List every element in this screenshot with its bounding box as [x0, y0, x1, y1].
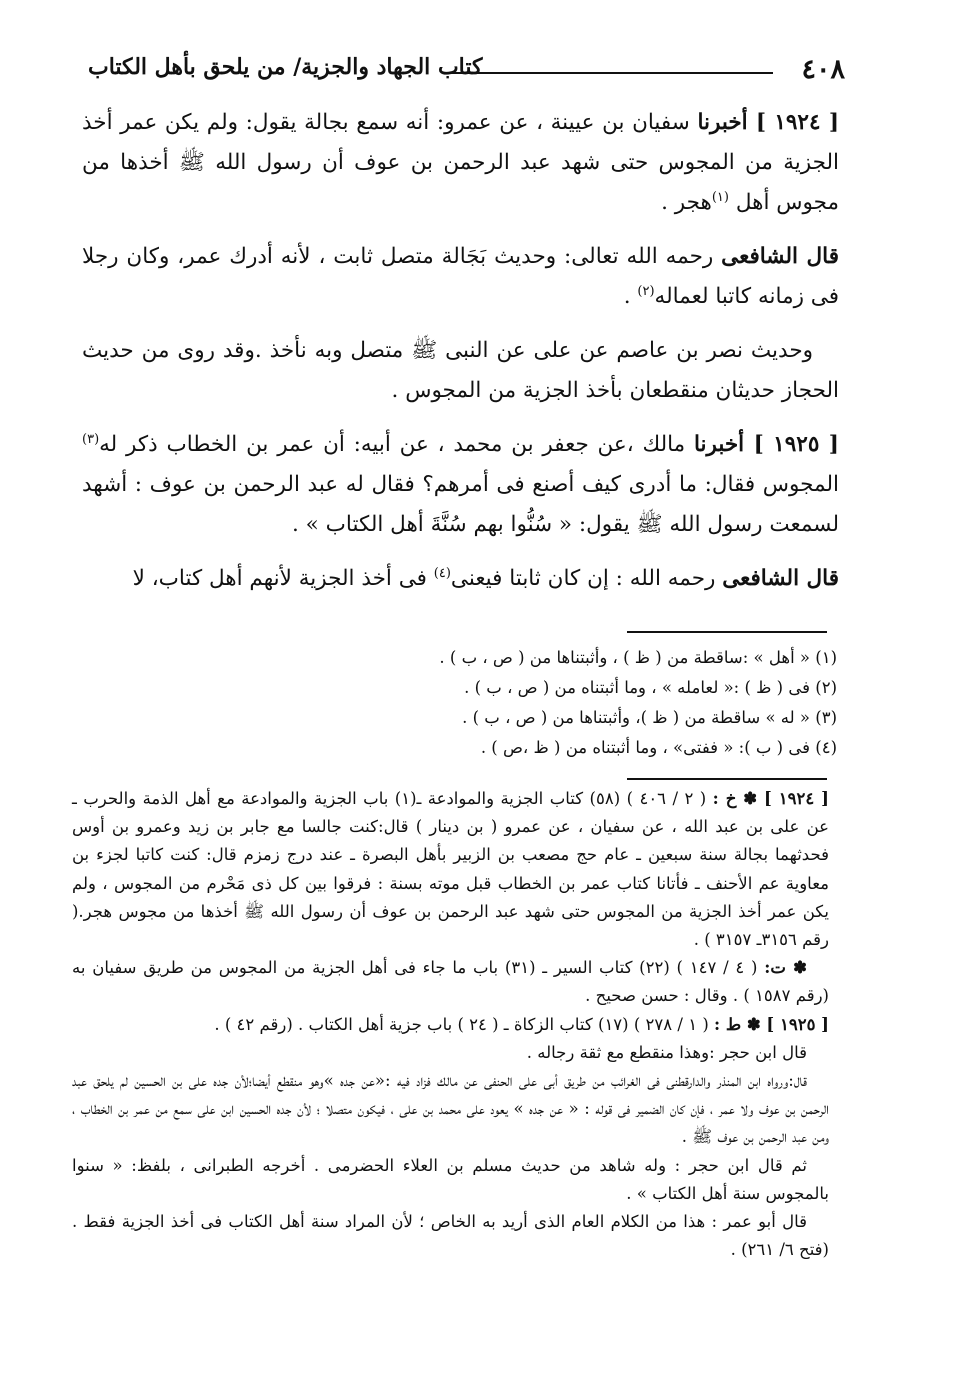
takhrij-text: قال أبو عمر : هذا من الكلام العام الذى أريد به الخاص ؛ لأن المراد سنة أهل الكتاب فى أخذ الجزية فقط . (فتح ٦/ ٢٦١) . — [72, 1212, 829, 1260]
paragraph-nasr — [82, 331, 839, 411]
footnote-ref-4: (٤) — [433, 565, 451, 581]
paragraph-1925 — [82, 425, 839, 545]
running-title: كتاب الجهاد والجزية/ من يلحق بأهل الكتاب — [88, 54, 483, 80]
takhrij-text: قال:ورواه ابن المنذر والدارقطنى فى الغرائب من طريق أبى على الحنفى عن مالك فزاد فيه :«عن جده »وهو منقطع أيضا؛لأن جده على بن الحسين لم يلحق عبد الرحمن بن عوف ولا عمر ، فإن كان الضمير فى قوله : « عن جده » يعود على محمد بن على ، فيكون متصلا ؛ لأن جده الحسين ابن على سمع من عمر بن الخطاب ، ومن عبد الرحمن بن عوف ﷺ . — [72, 1071, 829, 1147]
paragraph-text: هجر . — [661, 190, 712, 215]
speaker-label: قال الشافعى — [722, 566, 839, 591]
takhrij-text: قال ابن حجر :وهذا منقطع مع ثقة رجاله . — [526, 1042, 807, 1062]
note-1: (١) « أهل » :ساقطة من ( ظ ) ، وأثبتناها من ( ص ، ب ) . — [439, 648, 837, 667]
running-header — [88, 52, 845, 92]
header-rule — [448, 72, 773, 74]
takhrij-ibn-hajar-1 — [72, 1039, 829, 1067]
paragraph-text: سفيان بن عيينة ، عن عمرو: أنه سمع بجالة يقول: ولم يكن عمر أخذ الجزية من المجوس حتى شهد عبد الرحمن بن عوف أن رسول الله ﷺ أخذها من مجوس أهل — [82, 110, 839, 215]
paragraph-text: فى أخذ الجزية لأنهم أهل كتاب، لا — [132, 566, 434, 591]
footnote-ref-2: (٢) — [637, 283, 655, 299]
page-number: ٤٠٨ — [801, 54, 845, 85]
takhrij-ibn-hajar-2 — [72, 1067, 829, 1152]
takhrij-text: ( ٢ / ٤٠٦ ) (٥٨) كتاب الجزية والموادعة ـ(١) باب الجزية والموادعة مع أهل الذمة والحرب ـ عن على بن عبد الله ، عن سفيان ، عن عمرو ( بن دينار ) قال:كنت جالسا مع جابر بن زيد وعمرو بن أوس فحدثهما بجالة سنة سبعين ـ عام حج مصعب بن الزبير بأهل البصرة ـ عند درج زمزم قال: كنت كاتبا لجزء بن معاوية عم الأحنف ـ فأتانا كتاب عمر بن الخطاب قبل موته بسنة : فرقوا بين كل ذى مَحْرم من المجوس ، ولم يكن عمر أخذ الجزية من المجوس حتى شهد عبد الرحمن بن عوف أن رسول الله ﷺ أخذها من مجوس هجر.( رقم ٣١٥٦ـ ٣١٥٧ ) . — [72, 789, 829, 950]
textual-notes — [300, 643, 837, 763]
note-3: (٣) « له » ساقطة من ( ظ )، وأثبتناها من ( ص ، ب ) . — [462, 708, 837, 727]
paragraph-shafii-2 — [82, 559, 839, 599]
takhrij-text: ( ٤ / ١٤٧ ) (٢٢) كتاب السير ـ (٣١) باب ما جاء فى أهل الجزية من المجوس من طريق سفيان به (رقم ١٥٨٧ ) . وقال : حسن صحيح . — [72, 958, 829, 1006]
hadith-number-1925: [ ١٩٢٥ ] أخبرنا — [693, 432, 839, 457]
paragraph-text: . — [623, 284, 638, 309]
note-4: (٤) فى ( ب ): « ففتى» ، وما أثبتناه من ( ظ ،ص ) . — [480, 738, 837, 757]
hadith-number-1924: [ ١٩٢٤ ] أخبرنا — [697, 110, 839, 135]
paragraph-text: رحمه الله تعالى: وحديث بَجَالة متصل ثابت ، لأنه أدرك عمر، وكان رجلا فى زمانه كاتبا لعماله — [82, 244, 839, 309]
takhrij-label: ✽ ت: — [764, 958, 807, 978]
takhrij-1925 — [72, 1011, 829, 1039]
main-text — [82, 103, 839, 613]
paragraph-text: رحمه الله : إن كان ثابتا فيعنى — [450, 566, 723, 591]
takhrij-notes — [72, 785, 829, 1264]
note-2: (٢) فى ( ظ ) :« لعامله » ، وما أثبتناه من ( ص ، ب ) . — [464, 678, 837, 697]
takhrij-label: [ ١٩٢٥ ] ✽ ط : — [714, 1014, 829, 1034]
takhrij-1924 — [72, 785, 829, 954]
paragraph-text: المجوس فقال: ما أدرى كيف أصنع فى أمرهم؟ فقال له عبد الرحمن بن عوف : أشهد لسمعت رسول الله ﷺ يقول: « سُنُّوا بهم سُنَّةَ أهل الكتاب » . — [82, 472, 839, 537]
takhrij-text: ثم قال ابن حجر : وله شاهد من حديث مسلم بن العلاء الحضرمى . أخرجه الطبرانى ، بلفظ: « سنوا بالمجوس سنة أهل الكتاب » . — [72, 1155, 829, 1203]
paragraph-shafii-1 — [82, 237, 839, 317]
takhrij-separator — [627, 778, 827, 780]
footnote-ref-3: (٣) — [82, 431, 100, 447]
paragraph-text: مالك ،عن جعفر بن محمد ، عن أبيه: أن عمر بن الخطاب ذكر له — [99, 432, 694, 457]
takhrij-label: [ ١٩٢٤ ] ✽ خ : — [712, 789, 829, 808]
paragraph-1924 — [82, 103, 839, 223]
footnote-separator — [627, 631, 827, 633]
paragraph-text: وحديث نصر بن عاصم عن على عن النبى ﷺ متصل وبه نأخذ .وقد روى من حديث الحجاز حديثان منقطعان بأخذ الجزية من المجوس . — [82, 338, 839, 403]
takhrij-abu-umar — [72, 1208, 829, 1264]
takhrij-tirmidhi — [72, 954, 829, 1010]
speaker-label: قال الشافعى — [721, 244, 839, 269]
footnote-ref-1: (١) — [711, 189, 729, 205]
takhrij-ibn-hajar-3 — [72, 1152, 829, 1208]
takhrij-text: ( ١ / ٢٧٨ ) (١٧) كتاب الزكاة ـ ( ٢٤ ) باب جزية أهل الكتاب . (رقم ٤٢ ) . — [214, 1014, 715, 1034]
